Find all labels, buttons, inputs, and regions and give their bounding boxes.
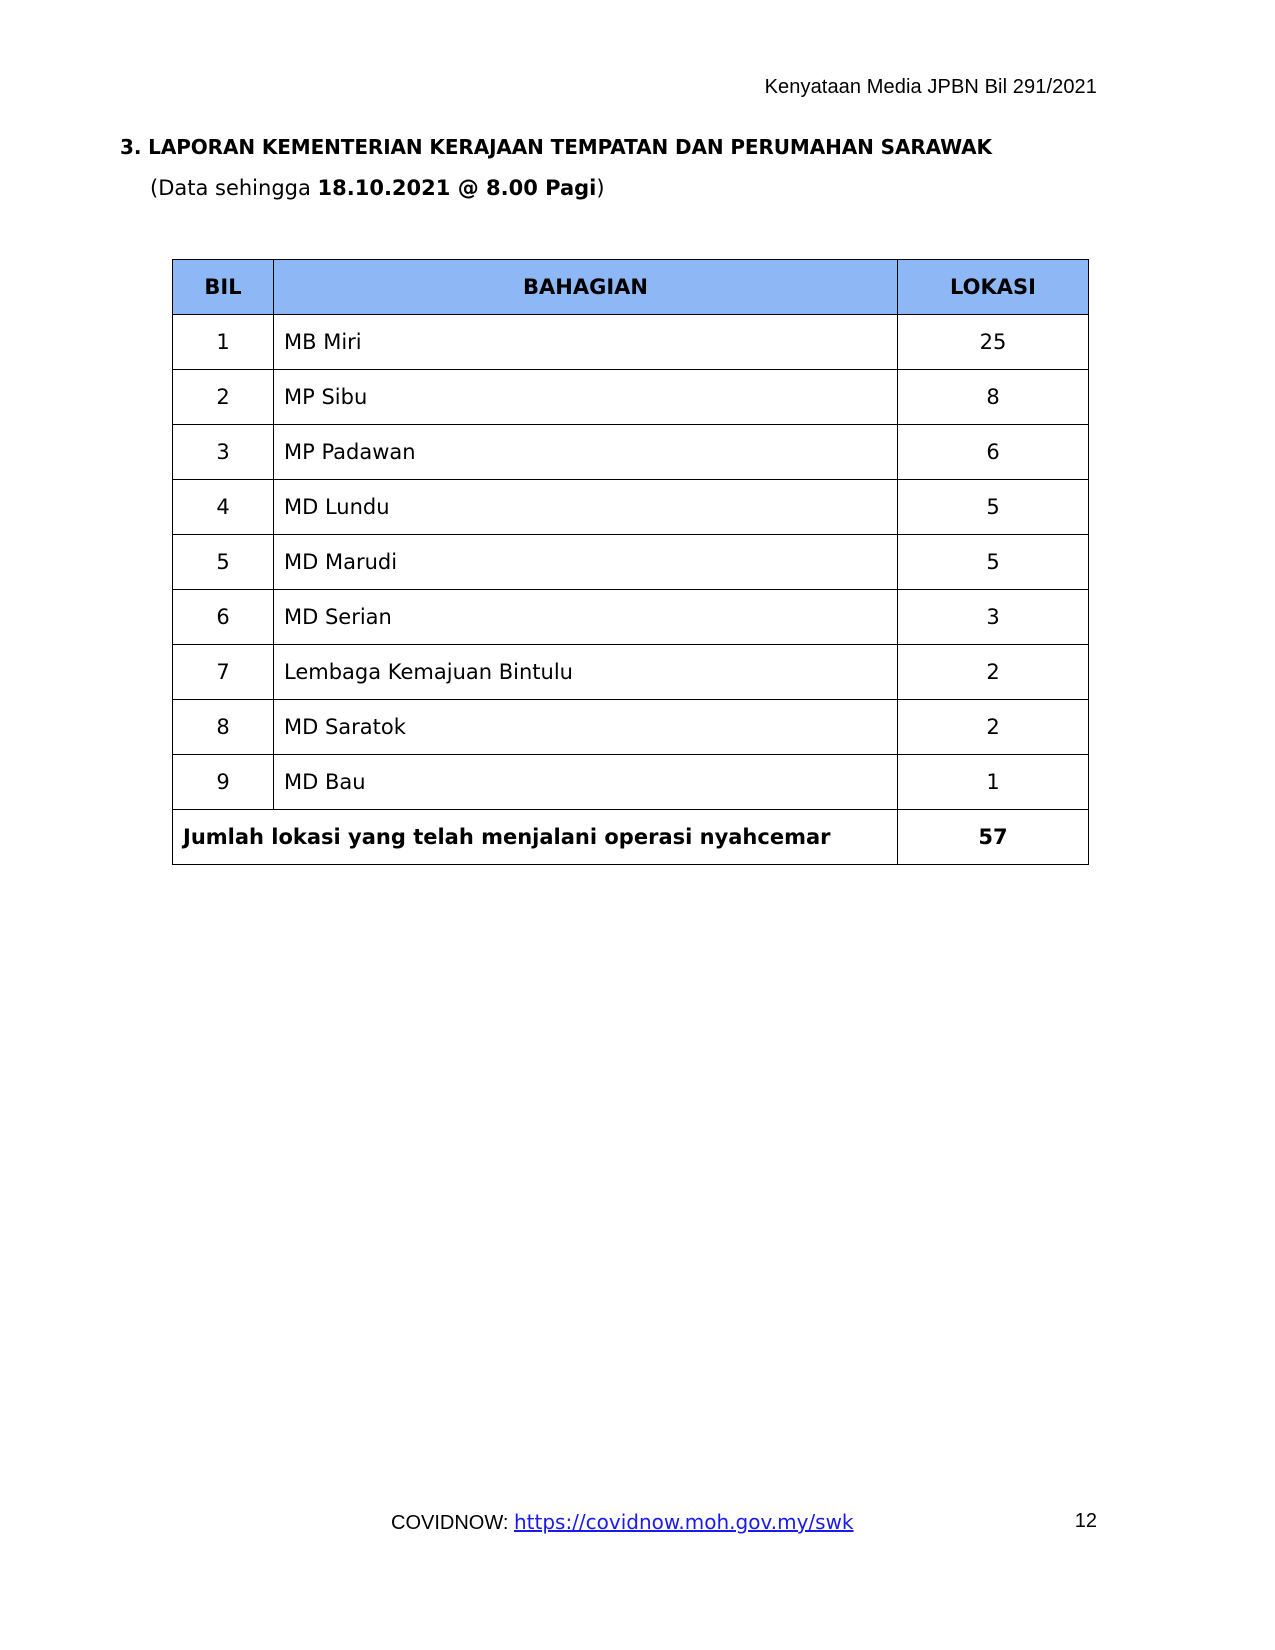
decontamination-locations-table <box>172 259 1089 865</box>
cell-lokasi: 1 <box>898 755 1089 810</box>
total-value: 57 <box>898 810 1089 865</box>
cell-bahagian: MB Miri <box>274 315 898 370</box>
footer-label: COVIDNOW: <box>391 1512 514 1534</box>
total-label: Jumlah lokasi yang telah menjalani operasi nyahcemar <box>173 810 898 865</box>
cell-bil: 3 <box>173 425 274 480</box>
document-reference: Kenyataan Media JPBN Bil 291/2021 <box>764 76 1097 98</box>
data-note-date: 18.10.2021 @ 8.00 Pagi <box>317 176 597 200</box>
table-row <box>173 590 1089 645</box>
table-row <box>173 700 1089 755</box>
table-row <box>173 755 1089 810</box>
page-footer <box>391 1510 854 1535</box>
header-lokasi: LOKASI <box>898 260 1089 315</box>
cell-bahagian: MP Sibu <box>274 370 898 425</box>
cell-bahagian: MD Lundu <box>274 480 898 535</box>
table-row <box>173 645 1089 700</box>
header-bahagian: BAHAGIAN <box>274 260 898 315</box>
table-row <box>173 535 1089 590</box>
table-row <box>173 480 1089 535</box>
data-as-of-note <box>150 176 605 200</box>
cell-bahagian: MD Bau <box>274 755 898 810</box>
cell-lokasi: 2 <box>898 645 1089 700</box>
cell-bil: 1 <box>173 315 274 370</box>
cell-bil: 8 <box>173 700 274 755</box>
cell-lokasi: 5 <box>898 535 1089 590</box>
cell-lokasi: 5 <box>898 480 1089 535</box>
cell-bil: 5 <box>173 535 274 590</box>
table-row <box>173 425 1089 480</box>
data-note-suffix: ) <box>596 176 605 200</box>
table-row <box>173 315 1089 370</box>
cell-bahagian: Lembaga Kemajuan Bintulu <box>274 645 898 700</box>
cell-lokasi: 6 <box>898 425 1089 480</box>
cell-bahagian: MD Marudi <box>274 535 898 590</box>
table-header-row <box>173 260 1089 315</box>
table-row <box>173 370 1089 425</box>
cell-bil: 4 <box>173 480 274 535</box>
cell-lokasi: 25 <box>898 315 1089 370</box>
data-note-prefix: (Data sehingga <box>150 176 318 200</box>
cell-bahagian: MD Serian <box>274 590 898 645</box>
cell-bil: 6 <box>173 590 274 645</box>
covidnow-link[interactable]: https://covidnow.moh.gov.my/swk <box>513 1510 854 1534</box>
page-number: 12 <box>1074 1510 1097 1532</box>
cell-bil: 2 <box>173 370 274 425</box>
cell-bil: 9 <box>173 755 274 810</box>
cell-bil: 7 <box>173 645 274 700</box>
header-bil: BIL <box>173 260 274 315</box>
cell-bahagian: MP Padawan <box>274 425 898 480</box>
cell-lokasi: 8 <box>898 370 1089 425</box>
cell-lokasi: 3 <box>898 590 1089 645</box>
table-total-row <box>173 810 1089 865</box>
cell-bahagian: MD Saratok <box>274 700 898 755</box>
section-title: 3. LAPORAN KEMENTERIAN KERAJAAN TEMPATAN DAN PERUMAHAN SARAWAK <box>120 135 992 159</box>
cell-lokasi: 2 <box>898 700 1089 755</box>
